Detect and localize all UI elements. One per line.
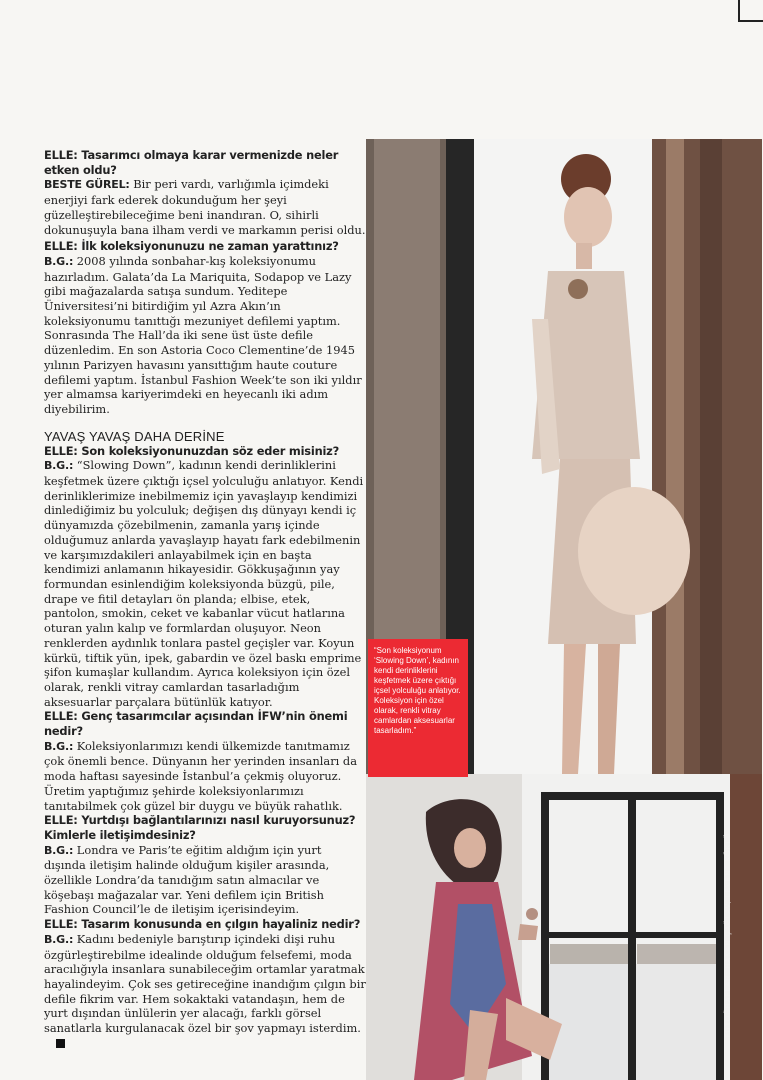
photo-caption: “Son koleksiyonum ‘Slowing Down’, kadının kendi derinliklerini keşfetmek üzere çıktığı içsel yolculuğu anlatıyor. Koleksiyon için özel olarak, renkli vitray camlardan aksesuarlar tasarladım.”	[368, 639, 468, 777]
answer-speaker-2: B.G.:	[44, 254, 74, 268]
answer-2: 2008 yılında sonbahar-kış koleksiyonumu hazırladım. Galata’da La Mariquita, Sodapop ve Lazy gibi mağazalarda satışa sundum. Yeditepe Üniversitesi’ni bitirdiğim yıl Azra Akın’ın koleksiyonumu tanıttığı mezuniyet defilemi yaptım. Sonrasında The Hall’da iki sene üst üste defile düzenledim. En son Astoria Coco Clementine’de 1945 yılının Parizyen havasını yansıttığım haute couture defilemi yaptım. İstanbul Fashion Week’te son iki yıldır yer almamsa kariyerimdeki en heyecanlı iki adım diyebilirim.	[44, 253, 362, 416]
qa-block-1	[44, 148, 366, 237]
answer-speaker-4: B.G.:	[44, 739, 74, 753]
answer-speaker-1: BESTE GÜREL:	[44, 178, 130, 192]
article-column	[44, 148, 366, 1050]
answer-3: “Slowing Down”, kadının kendi derinliklerini keşfetmek üzere çıktığı içsel yolculuğu anlatıyor. Kendi derinliklerimize inebilmemiz için yavaşlayıp kendimizi dinlediğimiz bu yolculuk; değişen dış dünyayı kendi iç dünyamızda çözebilmenin, zamanla yarış içinde olduğumuz anlarda yavaşlayıp hayatı fark edebilmenin ve karşımızdakileri anlayabilmek için en başta kendimizi anlamanın hikayesidir. Gökkuşağının yay formundan esinlendiğim koleksiyonda büzgü, pile, drape ve fitil detayları ön planda; elbise, etek, pantolon, smokin, ceket ve kabanlar vücut hatlarına oturan yalın kalıp ve formlardan oluşuyor. Neon renklerden aydınlık tonlara pastel geçişler var. Koyun kürkü, tiftik yün, ipek, gabardin ve özel baskı emprime şifon kumaşlar kullandım. Ayrıca koleksiyon için özel olarak, renkli vitray camlardan tasarladığım aksesuarlar parçalara bütünlük katıyor.	[44, 458, 364, 709]
answer-speaker-6: B.G.:	[44, 932, 74, 946]
question-4: ELLE: Genç tasarımcılar açısından İFW’nin önemi nedir?	[44, 709, 348, 739]
answer-1: Bir peri vardı, varlığımla içimdeki enerjiyi fark ederek dokunduğum her şeyi güzelleştirebileceğime beni inandıran. O, sihirli dokunuşuyla bana ilham verdi ve markamın perisi oldu.	[44, 177, 366, 237]
crop-mark	[738, 0, 763, 22]
answer-4: Koleksiyonlarımızı kendi ülkemizde tanıtmamız çok önemli bence. Dünyanın her yerinden insanları da moda haftası sayesinde İstanbul’a çekmiş oluyoruz. Üretim yaptığımız şehirde koleksiyonlarımızı tanıtabilmek çok güzel bir duygu ve büyük rahatlık.	[44, 738, 358, 813]
question-6: ELLE: Tasarım konusunda en çılgın hayaliniz nedir?	[44, 917, 361, 932]
answer-speaker-3: B.G.:	[44, 459, 74, 473]
qa-block-5	[44, 813, 366, 917]
section-heading: YAVAŞ YAVAŞ DAHA DERİNE	[44, 428, 225, 444]
qa-block-2	[44, 239, 366, 416]
question-5: ELLE: Yurtdışı bağlantılarınızı nasıl kuruyorsunuz? Kimlerle iletişimdesiniz?	[44, 813, 356, 842]
qa-block-6	[44, 917, 366, 1050]
qa-block-4	[44, 709, 366, 813]
bottom-fashion-photo	[366, 774, 762, 1080]
photo-credit: FOTOĞRAFLAR: HAKAN ÇAĞLAV, LEVENT KÖKLÜ	[725, 832, 732, 1038]
answer-5: Londra ve Paris’te eğitim aldığım için yurt dışında iletişim halinde olduğum kişiler arasında, özellikle Londra’da tanıdığım satın almacılar ve köşebaşı mağazalar var. Yeni defilem için British Fashion Council’le de iletişim içerisindeyim.	[44, 842, 330, 917]
end-square-icon	[56, 1039, 65, 1048]
qa-block-3	[44, 444, 366, 710]
answer-6: Kadını bedeniyle barıştırıp içindeki dişi ruhu özgürleştirebilme idealinde olduğum felsefemi, moda aracılığıyla insanlara sunabileceğim ortamlar yaratmak hayalindeyim. Çok ses getireceğine inandığım çılgın bir defile fikrim var. Hem sokaktaki vatandaşın, hem de yurt dışından ünlülerin yer alacağı, farklı görsel sanatlarla kurgulanacak özel bir şov yapmayı isterdim.	[44, 931, 366, 1036]
question-3: ELLE: Son koleksiyonunuzdan söz eder misiniz?	[44, 443, 340, 458]
question-1: ELLE: Tasarımcı olmaya karar vermenizde neler etken oldu?	[44, 148, 339, 177]
question-2: ELLE: İlk koleksiyonunuzu ne zaman yarattınız?	[44, 239, 339, 254]
bottom-photo-illustration	[366, 774, 762, 1080]
answer-speaker-5: B.G.:	[44, 843, 74, 857]
